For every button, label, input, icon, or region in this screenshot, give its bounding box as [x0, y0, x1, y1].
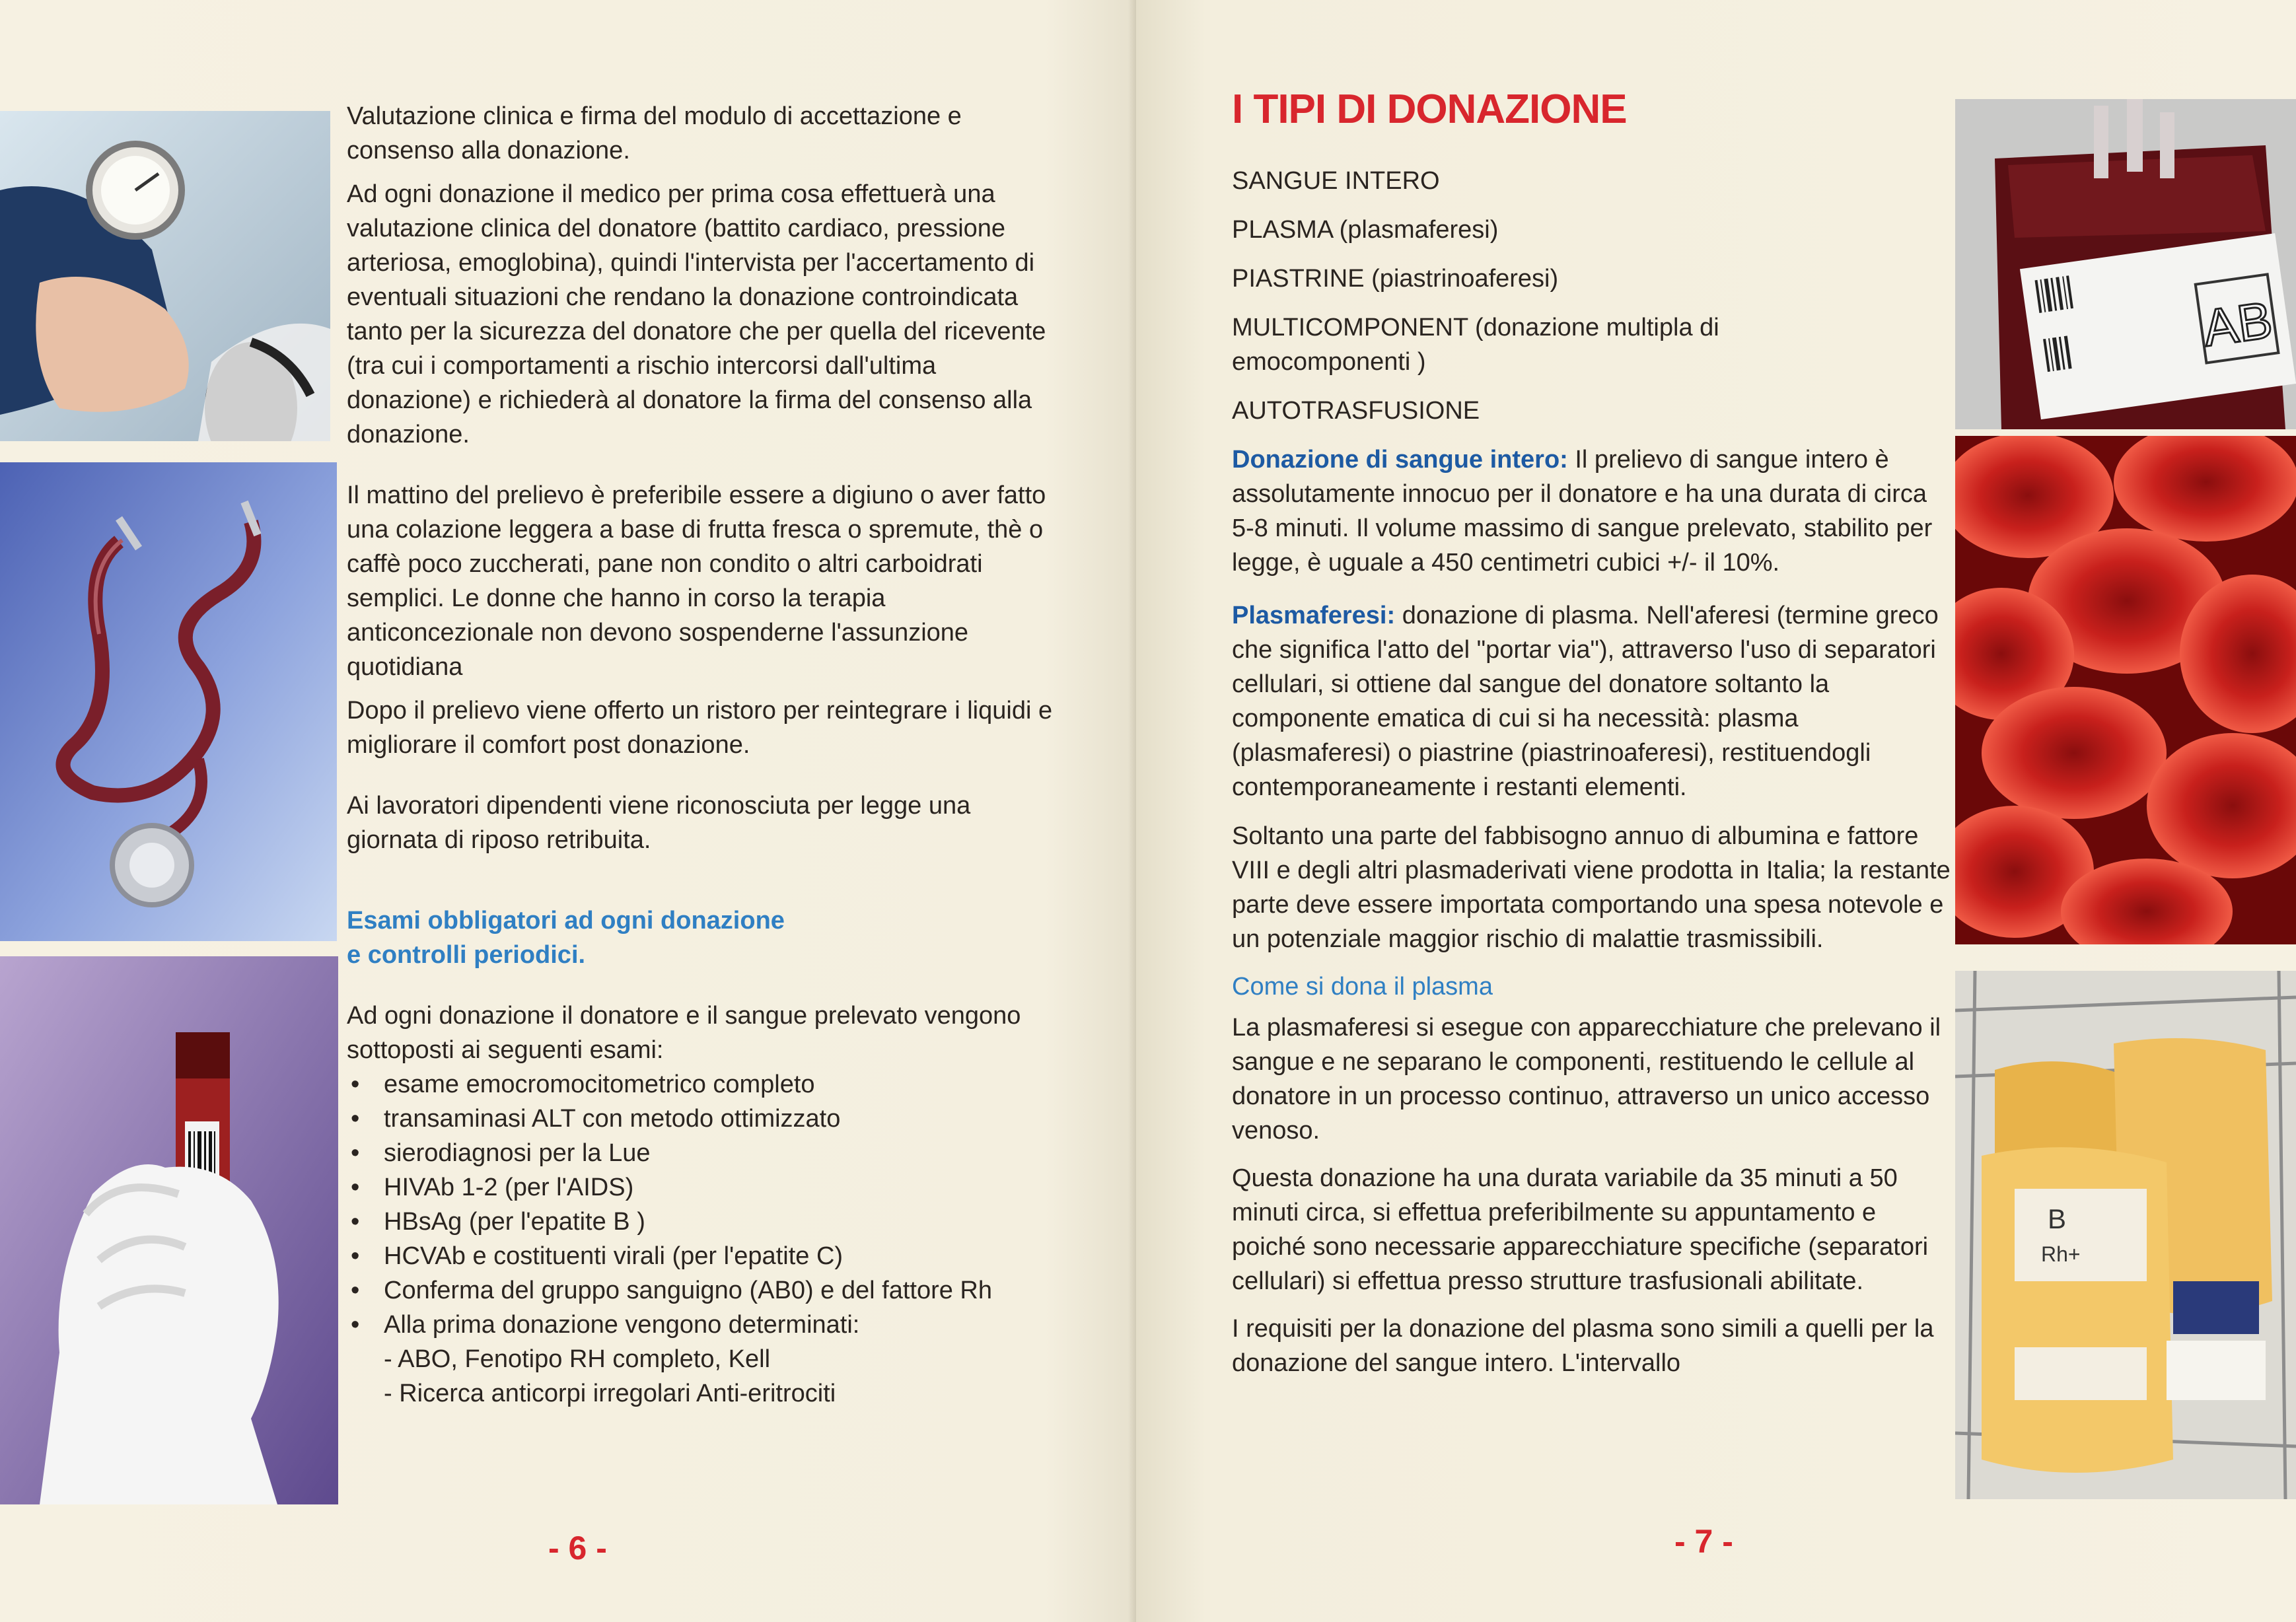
- requirements-paragraph: I requisiti per la donazione del plasma sono simili a quelli per la donazione del sangue intero. L'intervallo: [1232, 1315, 1934, 1377]
- intro-paragraph: Valutazione clinica e firma del modulo di accettazione e consenso alla donazione.: [347, 102, 962, 164]
- page-number: - 7 -: [1674, 1523, 1733, 1560]
- exam-item: • sierodiagnosi per la Lue: [347, 1136, 1057, 1170]
- fasting-paragraph: Il mattino del prelievo è preferibile essere a digiuno o aver fatto una colazione leggera a base di frutta fresca o spremute, thè o caffè poco zuccherati, pane non condito o altri carboidrati semplici. Le donne che hanno in corso la terapia anticoncezionale non devono sospenderne l'assunzione quotidiana: [347, 481, 1046, 681]
- donation-type-item: MULTICOMPONENT (donazione multipla di emocomponenti ): [1232, 314, 1719, 376]
- left-page: [0, 0, 1136, 1622]
- clinical-evaluation-paragraph: Ad ogni donazione il medico per prima cosa effettuerà una valutazione clinica del donatore (battito cardiaco, pressione arteriosa, emoglobina), quindi l'intervista per l'accertamento di eventuali situazioni che rendano la donazione controindicata tanto per la sicurezza del donatore che per quella del ricevente (tra cui i comportamenti a rischio intercorsi dall'ultima donazione) e richiederà al donatore la firma del consenso alla donazione.: [347, 180, 1046, 448]
- how-to-donate-paragraph: La plasmaferesi si esegue con apparecchiature che prelevano il sangue e ne separano le componenti, restituendo le cellule al donatore in un processo continuo, attraverso un unico accesso venoso.: [1232, 1014, 1941, 1145]
- whole-blood-paragraph: [1232, 442, 1952, 580]
- first-donation-sub-item: - ABO, Fenotipo RH completo, Kell: [384, 1345, 771, 1373]
- exams-heading-line-1: Esami obbligatori ad ogni donazione: [347, 907, 785, 934]
- exams-intro: Ad ogni donazione il donatore e il sangue prelevato vengono sottoposti ai seguenti esami:: [347, 1002, 1021, 1064]
- right-page: [1136, 0, 2296, 1622]
- duration-paragraph: Questa donazione ha una durata variabile da 35 minuti a 50 minuti circa, si effettua preferibilmente su appuntamento e poiché sono necessarie apparecchiature specifiche (separatori cellulari) si effettua presso strutture trasfusionali abilitate.: [1232, 1164, 1929, 1295]
- plasmapheresis-paragraph: [1232, 598, 1952, 804]
- page-title: I TIPI DI DONAZIONE: [1232, 87, 1627, 132]
- exam-item: • esame emocromocitometrico completo: [347, 1067, 1057, 1102]
- exams-list: [347, 1067, 1057, 1342]
- test-tube-photo: [0, 956, 338, 1504]
- plasma-bags-photo: [1955, 971, 2296, 1499]
- whole-blood-text: Il prelievo di sangue intero è assolutamente innocuo per il donatore e ha una durata di circa 5-8 minuti. Il volume massimo di sangue prelevato, stabilito per legge, è uguale a 450 centimetri cubici +/- il 10%.: [1232, 446, 1933, 577]
- exam-item: • HIVAb 1-2 (per l'AIDS): [347, 1170, 1057, 1205]
- blood-group-label: AB: [2200, 290, 2276, 358]
- exam-item: • transaminasi ALT con metodo ottimizzato: [347, 1102, 1057, 1136]
- blood-bag-photo: [1955, 99, 2296, 429]
- plasma-bag-group-label: B: [2048, 1203, 2067, 1234]
- exam-item: • Alla prima donazione vengono determinati:: [347, 1308, 1057, 1342]
- exam-item: • HBsAg (per l'epatite B ): [347, 1205, 1057, 1239]
- plasma-bag-rh-label: Rh+: [2041, 1242, 2081, 1266]
- first-donation-sub-item: - Ricerca anticorpi irregolari Anti-eritrociti: [384, 1380, 836, 1407]
- albumin-paragraph: Soltanto una parte del fabbisogno annuo di albumina e fattore VIII e degli altri plasmaderivati viene prodotta in Italia; la restante parte deve essere importata comportando una spesa notevole e un potenziale maggior rischio di malattie trasmissibili.: [1232, 822, 1951, 953]
- donation-type-item: PLASMA (plasmaferesi): [1232, 216, 1499, 244]
- left-text-column: [347, 99, 1057, 1411]
- whole-blood-label: Donazione di sangue intero:: [1232, 446, 1568, 474]
- blood-pressure-photo: [0, 111, 330, 441]
- donation-type-item: PIASTRINE (piastrinoaferesi): [1232, 265, 1559, 293]
- exams-heading: [347, 903, 1057, 972]
- how-to-donate-plasma-heading: Come si dona il plasma: [1232, 973, 1493, 1001]
- exam-item: • Conferma del gruppo sanguigno (AB0) e del fattore Rh: [347, 1273, 1057, 1308]
- donation-type-item: AUTOTRASFUSIONE: [1232, 397, 1480, 425]
- stethoscope-photo: [0, 462, 337, 941]
- plasmapheresis-text: donazione di plasma. Nell'aferesi (termine greco che significa l'atto del "portar via"), attraverso l'uso di separatori cellulari, si ottiene dal sangue del donatore soltanto la componente ematica di cui si ha necessità: plasma (plasmaferesi) o piastrine (piastrinoaferesi), restituendogli contemporaneamente i restanti elementi.: [1232, 602, 1939, 801]
- exam-item: • HCVAb e costituenti virali (per l'epatite C): [347, 1239, 1057, 1273]
- page-number: - 6 -: [548, 1530, 607, 1567]
- refreshment-paragraph: Dopo il prelievo viene offerto un ristoro per reintegrare i liquidi e migliorare il comfort post donazione.: [347, 697, 1053, 759]
- donation-type-item: SANGUE INTERO: [1232, 167, 1440, 195]
- red-blood-cells-photo: [1955, 436, 2296, 944]
- exams-heading-line-2: e controlli periodici.: [347, 941, 586, 969]
- plasmapheresis-label: Plasmaferesi:: [1232, 602, 1396, 629]
- rest-day-paragraph: Ai lavoratori dipendenti viene riconosciuta per legge una giornata di riposo retribuita.: [347, 792, 971, 854]
